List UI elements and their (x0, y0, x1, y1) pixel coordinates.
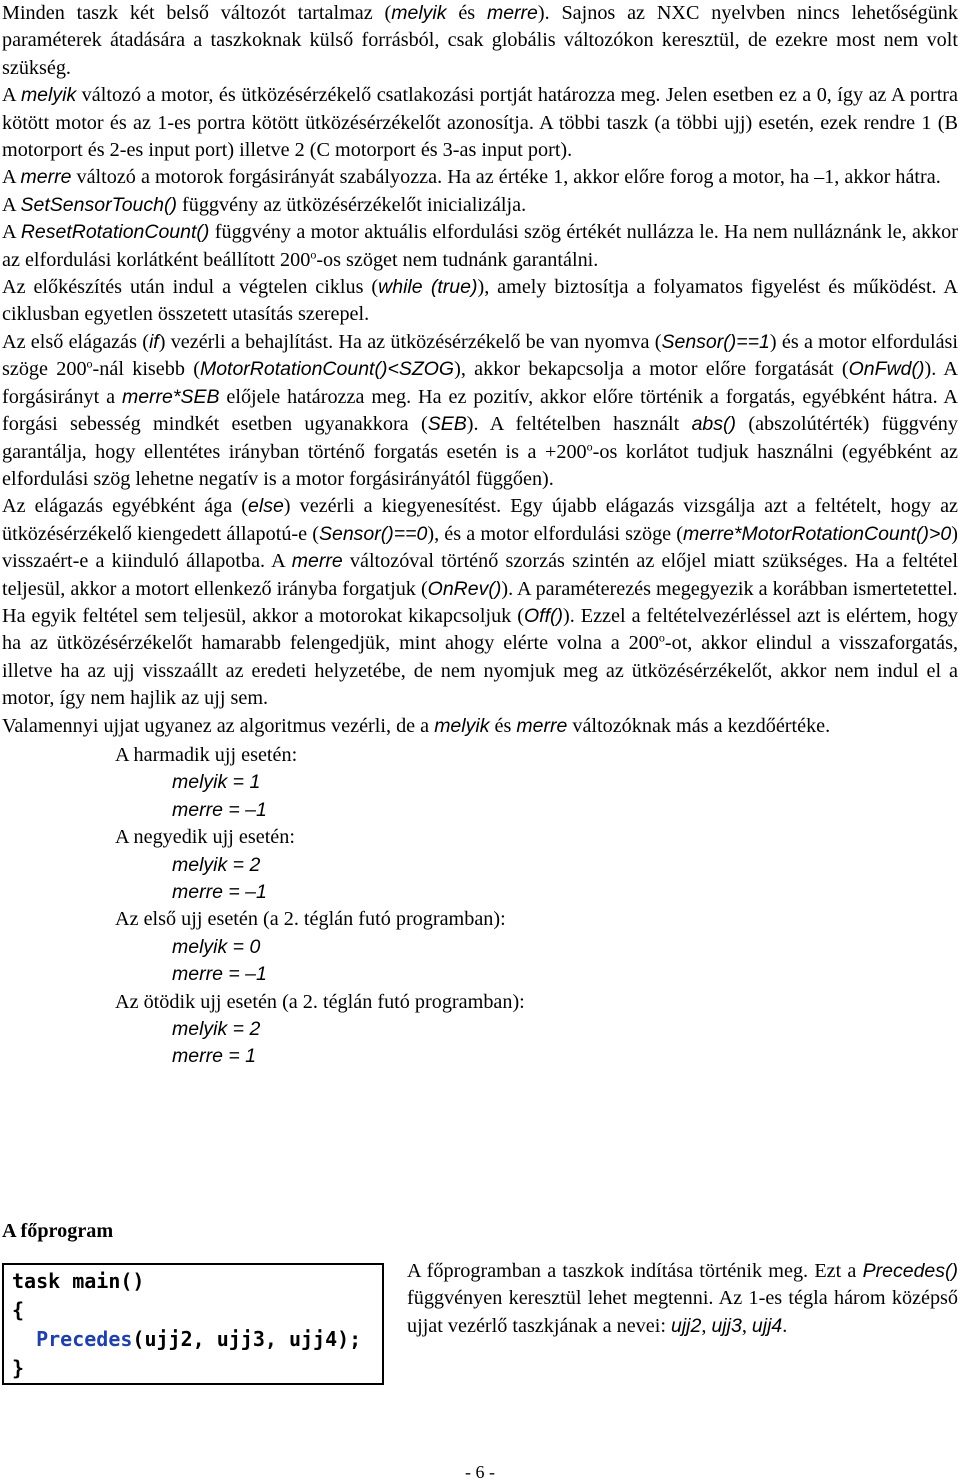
code-term: merre (516, 714, 568, 737)
text: , (701, 1314, 712, 1337)
paragraph-if-branch (2, 329, 958, 493)
code-term: if (148, 330, 159, 353)
text: A főprogramban a taszkok indítása történik meg. Ezt a (407, 1260, 863, 1282)
code-term: SetSensorTouch() (20, 193, 177, 216)
text: -nál kisebb ( (92, 358, 200, 381)
code-term: melyik (434, 714, 490, 737)
paragraph-task-variables (2, 0, 958, 82)
finger-label: A negyedik ujj esetén: (115, 826, 295, 849)
code-term: Sensor()==1 (661, 330, 770, 353)
text: -ot, akkor elindul a visszaforgatás, illetve ha az ujj visszaállt az eredeti helyzetébe, de nem nyomjuk meg az ütközésérzékelőt, akkor nem indul el a motor, így nem hajlik az ujj sem. (2, 632, 959, 710)
text: és (489, 714, 517, 737)
degree-sup: o (586, 438, 593, 453)
text: Ha egyik feltétel sem teljesül, akkor a motorokat kikapcsoljuk ( (2, 604, 524, 627)
code-term: Sensor()==0 (318, 522, 428, 545)
text: előjele határozza meg. Ha ez pozitív, akkor előre történik a forgatás, egyébként hátra. A forgási sebesség mindkét esetben ugyanakkora ( (2, 385, 958, 436)
text: A (2, 221, 21, 244)
code-line: { (12, 1298, 25, 1322)
text: ) és a motor elfordulási szöge 200 (2, 330, 959, 381)
text: függvényen keresztül lehet megtenni. Az 1-es tégla három középső ujjat vezérlő taszkjának a nevei: (407, 1287, 958, 1337)
text: ). Ezzel a feltételvezérléssel azt is elértem, hogy ha az ütközésérzékelőt hamarabb felengedjük, mint ahogy elérte volna a 200 (2, 604, 958, 655)
merre-value: merre = –1 (172, 963, 267, 986)
code-term: merre (20, 166, 72, 189)
melyik-value: melyik = 0 (172, 935, 261, 958)
text: ), és a motor elfordulási szöge ( (427, 522, 684, 545)
paragraph-resetrotation (2, 219, 958, 274)
text: változóknak más a kezdőértéke. (567, 714, 831, 737)
melyik-value: melyik = 2 (172, 1018, 261, 1041)
degree-sup: o (310, 246, 317, 261)
text: változóval történő szorzás szintén az előjel miatt szükséges. Ha a feltétel teljesül, akkor a motort ellenkező irányba forgatjuk ( (2, 550, 958, 600)
document-body (2, 0, 958, 1071)
finger-label: Az ötödik ujj esetén (a 2. téglán futó programban): (115, 990, 525, 1013)
text: Az elágazás egyébként ága ( (2, 495, 249, 518)
code-function: Precedes (36, 1327, 133, 1351)
degree-sup: o (86, 356, 93, 371)
melyik-value: melyik = 2 (172, 853, 261, 876)
text: -os korlátot tudjuk használni (egyébként az elfordulási szög lehetne negatív is a motor forgásirányától függően). (2, 440, 958, 490)
text: változó a motor, és ütközésérzékelő csatlakozási portját határozza meg. Jelen esetben ez a 0, így az A portra kötött motor és az 1-es portra kötött ütközésérzékelőt azonosítja. A többi taszk (a többi ujj) esetén, ezek rendre 1 (B motorport és 2-es input port) illetve 2 (C motorport és 3-as input port). (2, 84, 958, 162)
melyik-value: melyik = 1 (172, 771, 261, 794)
code-term: ujj4 (751, 1314, 783, 1337)
code-args: (ujj2, ujj3, ujj4); (132, 1327, 362, 1351)
code-term: ujj2 (671, 1314, 702, 1337)
text: A (2, 166, 21, 189)
code-term: else (248, 495, 284, 518)
main-program-heading: A főprogram (2, 1220, 114, 1242)
page-number: - 6 - (465, 1462, 495, 1482)
finger-label: Az első ujj esetén (a 2. téglán futó programban): (115, 908, 506, 931)
code-snippet (2, 1263, 384, 1385)
code-term: OnFwd() (848, 358, 925, 381)
text: Valamennyi ujjat ugyanez az algoritmus vezérli, de a (2, 714, 435, 737)
text: , (741, 1314, 752, 1337)
text: ) visszaért-e a kiinduló állapotba. A (2, 522, 958, 573)
text: ). A feltételben használt (466, 413, 692, 436)
text: Az előkészítés után indul a végtelen ciklus ( (2, 276, 379, 299)
code-term: OnRev() (427, 577, 502, 600)
text: -os szöget nem tudnánk garantálni. (316, 248, 599, 271)
code-term: Off() (524, 604, 563, 627)
text: és (446, 2, 487, 24)
paragraph-setsensortouch (2, 192, 958, 219)
code-term: merre*SEB (121, 385, 220, 408)
text: ). A paraméterezés megegyezik a korábban ismertetettel. (501, 577, 958, 600)
code-term: Precedes() (862, 1260, 958, 1282)
code-term: ResetRotationCount() (20, 221, 210, 244)
text: függvény a motor aktuális elfordulási szög értékét nullázza le. Ha nem nulláznánk le, akkor az elfordulási korlátként beállított 200 (2, 221, 958, 271)
code-term: while (true) (378, 276, 478, 299)
paragraph-all-fingers (2, 713, 958, 740)
code-line: task main() (12, 1269, 145, 1293)
text: ), amely biztosítja a folyamatos figyelést és működést. A ciklusban egyetlen összetett utasítás szerepel. (2, 276, 958, 326)
merre-value: merre = –1 (172, 798, 267, 821)
code-term: abs() (691, 413, 736, 436)
code-line (12, 1325, 374, 1354)
merre-value: merre = –1 (172, 881, 267, 903)
text: ) vezérli a kiegyenesítést. Egy újabb elágazás vizsgálja azt a feltételt, hogy az ütközésérzékelő kiengedett állapotú-e ( (2, 495, 959, 545)
text: ), akkor bekapcsolja a motor előre forgatását ( (454, 358, 849, 381)
code-term: ujj3 (711, 1314, 742, 1337)
text: A (2, 193, 21, 216)
text: ). Sajnos az NXC nyelvben nincs lehetőségünk paraméterek átadására a taszkoknak külső forrásból, csak globális változókon keresztül, de ezekre most nem volt szükség. (2, 2, 958, 79)
text: Minden taszk két belső változót tartalmaz ( (2, 2, 392, 24)
finger-values-list (2, 742, 958, 1071)
merre-value: merre = 1 (172, 1045, 256, 1068)
text: (abszolútérték) függvény garantálja, hogy ellentétes irányban történő forgatás esetén is a +200 (2, 413, 958, 463)
code-term: MotorRotationCount()<SZOG (199, 358, 455, 381)
finger-label: A harmadik ujj esetén: (115, 743, 298, 766)
code-term: merre (486, 2, 538, 24)
text: A (2, 84, 21, 107)
degree-sup: o (658, 630, 665, 645)
code-term: merre (291, 550, 343, 573)
text: függvény az ütközésérzékelőt inicializálja. (176, 193, 527, 216)
text: Az első elágazás ( (2, 330, 149, 353)
code-term: SEB (427, 413, 467, 436)
main-program-description (407, 1258, 958, 1340)
paragraph-off (2, 603, 958, 713)
text: . (782, 1314, 788, 1337)
paragraph-else-branch (2, 493, 958, 603)
text: ) vezérli a behajlítást. Ha az ütközésérzékelő be van nyomva ( (158, 330, 662, 353)
paragraph-precedes (407, 1258, 958, 1340)
text: ). A forgásirányt a (2, 358, 959, 408)
code-term: merre*MotorRotationCount()>0 (683, 522, 952, 545)
paragraph-while-loop (2, 274, 958, 329)
code-line: } (12, 1356, 25, 1380)
paragraph-merre (2, 164, 958, 191)
code-term: melyik (391, 2, 447, 24)
text: változó a motorok forgásirányát szabályozza. Ha az értéke 1, akkor előre forog a motor, ha –1, akkor hátra. (71, 166, 941, 189)
paragraph-melyik (2, 82, 958, 164)
code-term: melyik (20, 84, 77, 107)
